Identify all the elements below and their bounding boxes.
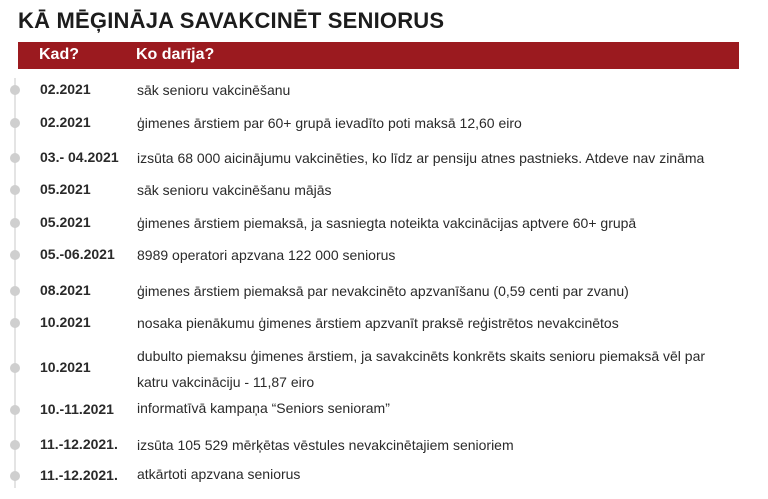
timeline-dot-icon xyxy=(10,250,20,260)
event-description: dubulto piemaksu ģimenes ārstiem, ja savakcinēts konkrēts skaits senioru piemaksā vēl par katru vakcināciju - 11,87 eiro xyxy=(137,348,706,390)
event-date: 11.-12.2021. xyxy=(40,467,118,483)
header-what-label: Ko darīja? xyxy=(136,46,215,63)
event-date: 03.- 04.2021 xyxy=(40,149,119,165)
event-description: ģimenes ārstiem piemaksā par nevakcinēto apzvanīšanu (0,59 centi par zvanu) xyxy=(137,283,629,299)
timeline-dot-icon xyxy=(10,118,20,128)
timeline-dot-icon xyxy=(10,471,20,481)
timeline-dot-icon xyxy=(10,153,20,163)
event-description: ģimenes ārstiem piemaksā, ja sasniegta noteikta vakcinācijas aptvere 60+ grupā xyxy=(137,215,637,231)
event-date: 02.2021 xyxy=(40,114,91,130)
event-description: ģimenes ārstiem par 60+ grupā ievadīto poti maksā 12,60 eiro xyxy=(137,115,522,131)
timeline-dot-icon xyxy=(10,218,20,228)
timeline-dot-icon xyxy=(10,185,20,195)
table-header xyxy=(18,42,739,69)
event-date: 05.-06.2021 xyxy=(40,246,115,262)
event-date: 10.2021 xyxy=(40,314,91,330)
event-description: izsūta 105 529 mērķētas vēstules nevakcinētajiem senioriem xyxy=(137,437,514,453)
event-date: 11.-12.2021. xyxy=(40,436,118,452)
header-when-label: Kad? xyxy=(39,46,79,63)
event-description: informatīvā kampaņa “Seniors senioram” xyxy=(137,400,390,416)
page-title: KĀ MĒĢINĀJA SAVAKCINĒT SENIORUS xyxy=(18,8,445,33)
timeline-dot-icon xyxy=(10,286,20,296)
event-description: sāk senioru vakcinēšanu mājās xyxy=(137,182,332,198)
timeline-dot-icon xyxy=(10,405,20,415)
timeline-dot-icon xyxy=(10,85,20,95)
event-date: 02.2021 xyxy=(40,81,91,97)
timeline-dot-icon xyxy=(10,318,20,328)
event-description: 8989 operatori apzvana 122 000 seniorus xyxy=(137,247,396,263)
timeline-dot-icon xyxy=(10,440,20,450)
event-date: 05.2021 xyxy=(40,214,91,230)
event-description: sāk senioru vakcinēšanu xyxy=(137,82,291,98)
event-date: 10.2021 xyxy=(40,359,91,375)
event-date: 08.2021 xyxy=(40,282,91,298)
event-description: atkārtoti apzvana seniorus xyxy=(137,466,301,482)
event-description: izsūta 68 000 aicinājumu vakcinēties, ko līdz ar pensiju atnes pastnieks. Atdeve nav zināma xyxy=(137,150,705,166)
timeline-dot-icon xyxy=(10,363,20,373)
event-date: 05.2021 xyxy=(40,181,91,197)
event-date: 10.-11.2021 xyxy=(40,401,114,417)
event-description: nosaka pienākumu ģimenes ārstiem apzvanīt praksē reģistrētos nevakcinētos xyxy=(137,315,619,331)
timeline-line xyxy=(14,78,16,488)
